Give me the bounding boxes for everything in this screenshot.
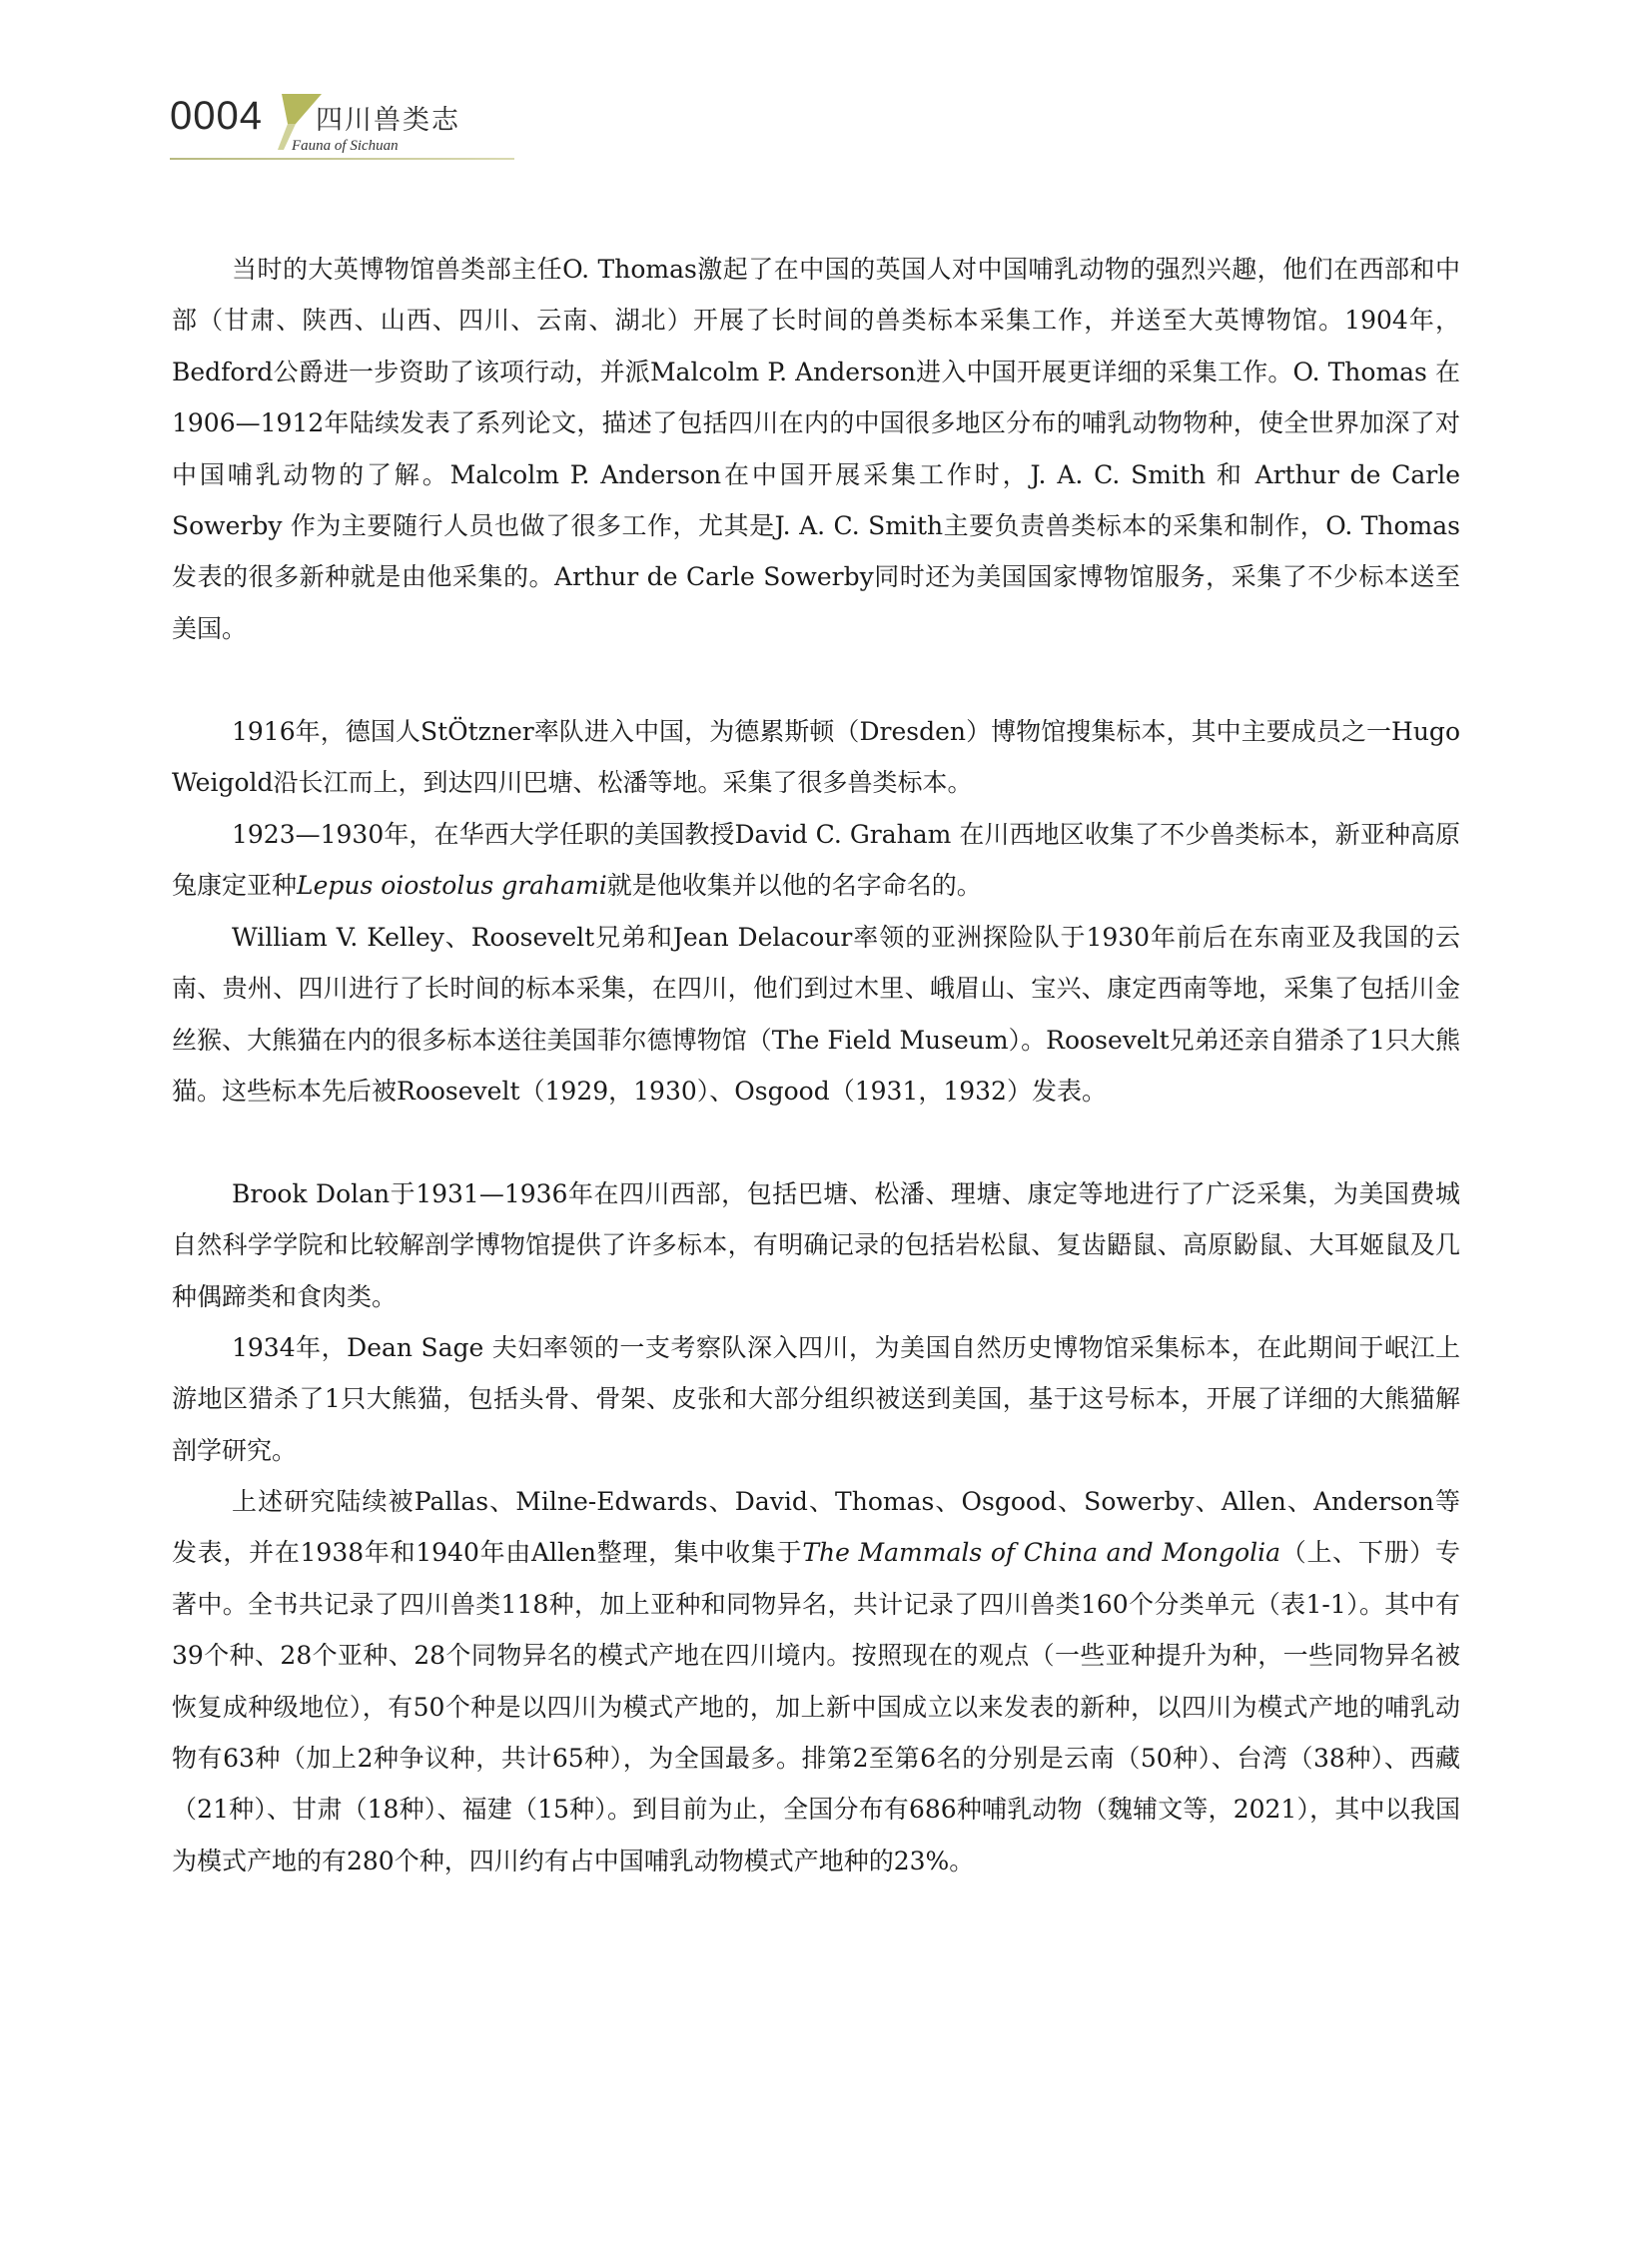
paragraph-sage-expedition: 1934年，Dean Sage 夫妇率领的一支考察队深入四川，为美国自然历史博物馆采集标本，在此期间于岷江上游地区猎杀了1只大熊猫，包括头骨、骨架、皮张和大部分组织被送到美国，基于这号标本，开展了详细的大熊猫解剖学研究。 (172, 1333, 1460, 1465)
book-subtitle: Fauna of Sichuan (292, 138, 399, 154)
header-rule (170, 158, 514, 160)
page-number: 0004 (170, 94, 263, 138)
body-text (172, 244, 1460, 1989)
paragraph-text: （上、下册）专著中。全书共记录了四川兽类118种，加上亚种和同物异名，共计记录了四川兽类160个分类单元（表1-1）。其中有39个种、28个亚种、28个同物异名的模式产地在四川境内。按照现在的观点（一些亚种提升为种，一些同物异名被恢复成种级地位），有50个种是以四川为模式产地的，加上新中国成立以来发表的新种，以四川为模式产地的哺乳动物有63种（加上2种争议种，共计65种），为全国最多。排第2至第6名的分别是云南（50种）、台湾（38种）、西藏（21种）、甘肃（18种）、福建（15种）。到目前为止，全国分布有686种哺乳动物（魏辅文等，2021），其中以我国为模式产地的有280个种，四川约有占中国哺乳动物模式产地种的23%。 (172, 1538, 1460, 1875)
paragraph-thomas-collections: 当时的大英博物馆兽类部主任O. Thomas激起了在中国的英国人对中国哺乳动物的强烈兴趣，他们在西部和中部（甘肃、陕西、山西、四川、云南、湖北）开展了长时间的兽类标本采集工作，并送至大英博物馆。1904年，Bedford公爵进一步资助了该项行动，并派Malcolm P. Anderson进入中国开展更详细的采集工作。O. Thomas 在1906—1912年陆续发表了系列论文，描述了包括四川在内的中国很多地区分布的哺乳动物物种，使全世界加深了对中国哺乳动物的了解。Malcolm P. Anderson在中国开展采集工作时，J. A. C. Smith 和 Arthur de Carle Sowerby 作为主要随行人员也做了很多工作，尤其是J. A. C. Smith主要负责兽类标本的采集和制作，O. Thomas发表的很多新种就是由他采集的。Arthur de Carle Sowerby同时还为美国国家博物馆服务，采集了不少标本送至美国。 (172, 255, 1460, 643)
paragraph-kelley-roosevelt-expedition: William V. Kelley、Roosevelt兄弟和Jean Delacour率领的亚洲探险队于1930年前后在东南亚及我国的云南、贵州、四川进行了长时间的标本采集，在四川，他们到过木里、峨眉山、宝兴、康定西南等地，采集了包括川金丝猴、大熊猫在内的很多标本送往美国菲尔德博物馆（The Field Museum）。Roosevelt兄弟还亲自猎杀了1只大熊猫。这些标本先后被Roosevelt（1929，1930）、Osgood（1931，1932）发表。 (172, 923, 1460, 1107)
paragraph-stotzner-expedition: 1916年，德国人StÖtzner率队进入中国，为德累斯顿（Dresden）博物馆搜集标本，其中主要成员之一Hugo Weigold沿长江而上，到达四川巴塘、松潘等地。采集了很多兽类标本。 (172, 717, 1460, 798)
paragraph-summary (172, 1476, 1460, 1989)
running-header (170, 88, 529, 168)
scientific-name: Lepus oiostolus grahami (297, 871, 607, 901)
book-title: 四川兽类志 (316, 105, 460, 136)
paragraph-text: 1923—1930年，在华西大学任职的美国教授David C. Graham 在川西地区收集了不少兽类标本，新亚种高原兔康定亚种 (172, 820, 1460, 901)
paragraph-text: 上述研究陆续被Pallas、Milne-Edwards、David、Thomas、Osgood、Sowerby、Allen、Anderson等发表，并在1938年和1940年由Allen整理，集中收集于 (172, 1487, 1460, 1568)
paragraph-dolan-collections: Brook Dolan于1931—1936年在四川西部，包括巴塘、松潘、理塘、康定等地进行了广泛采集，为美国费城自然科学学院和比较解剖学博物馆提供了许多标本，有明确记录的包括岩松鼠、复齿鼯鼠、高原鼢鼠、大耳姬鼠及几种偶蹄类和食肉类。 (172, 1179, 1460, 1311)
book-reference-title: The Mammals of China and Mongolia (802, 1538, 1281, 1568)
paragraph-text: 就是他收集并以他的名字命名的。 (606, 871, 982, 901)
paragraph-graham-collections (172, 809, 1460, 912)
